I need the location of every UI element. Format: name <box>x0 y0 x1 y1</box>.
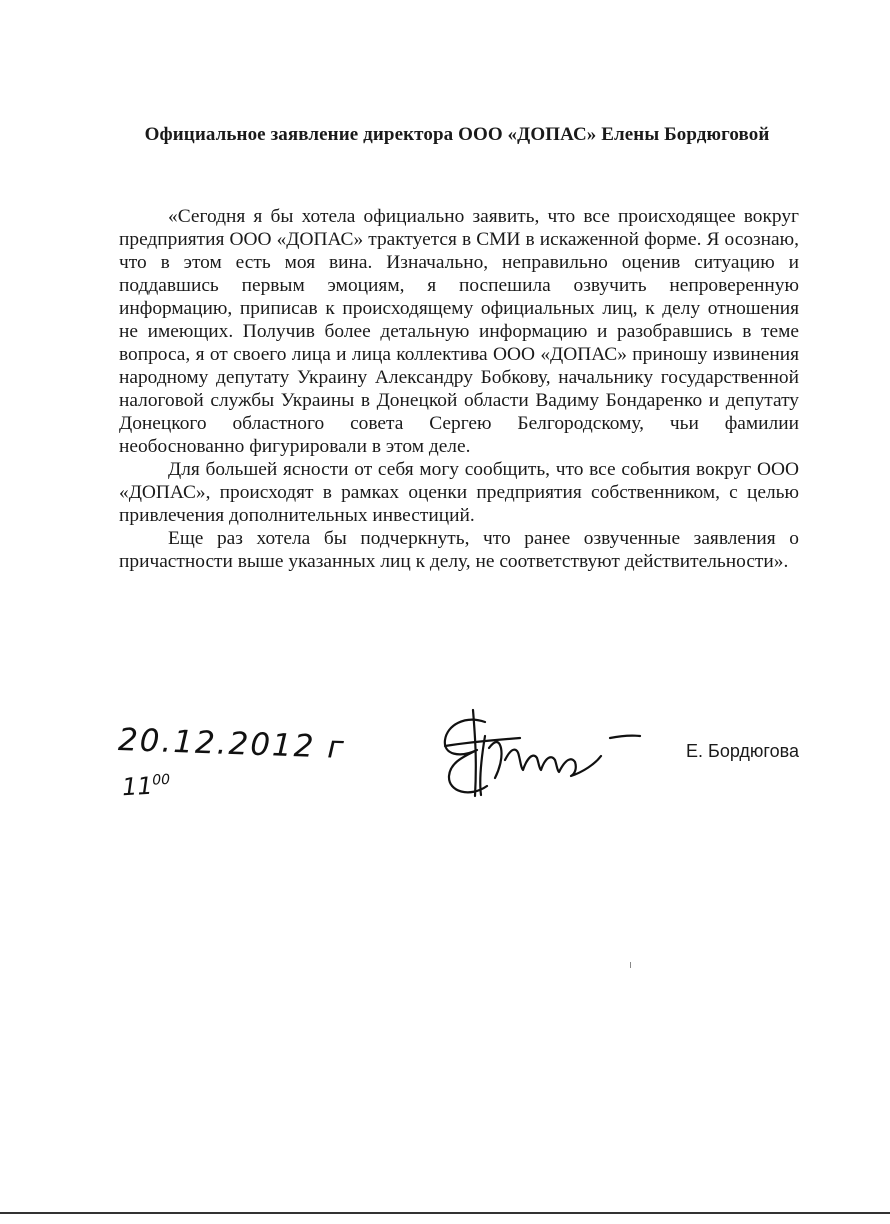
handwritten-time-hours: 11 <box>121 771 154 802</box>
signer-name: Е. Бордюгова <box>686 741 799 761</box>
handwritten-date: 20.12.2012 г <box>117 722 347 766</box>
handwritten-time-minutes: 00 <box>151 771 171 789</box>
statement-paragraph: Еще раз хотела бы подчеркнуть, что ранее озвученные заявления о причастности выше указанных лиц к делу, не соответствуют действительности». <box>119 528 799 572</box>
statement-body <box>119 205 799 573</box>
statement-paragraph: Для большей ясности от себя могу сообщить, что все события вокруг ООО «ДОПАС», происходят в рамках оценки предприятия собственником, с целью привлечения дополнительных инвестиций. <box>119 459 799 526</box>
statement-paragraph: «Сегодня я бы хотела официально заявить, что все происходящее вокруг предприятия ООО «ДОПАС» трактуется в СМИ в искаженной форме. Я осознаю, что в этом есть моя вина. Изначально, неправильно оценив ситуацию и поддавшись первым эмоциям, я поспешила озвучить непроверенную информацию, приписав к происходящему официальных лиц, к делу отношения не имеющих. Получив более детальную информацию и разобравшись в теме вопроса, я от своего лица и лица коллектива ООО «ДОПАС» приношу извинения народному депутату Украину Александру Бобкову, начальнику государственной налоговой службы Украины в Донецкой области Вадиму Бондаренко и депутату Донецкого областного совета Сергею Белгородскому, чьи фамилии необоснованно фигурировали в этом деле. <box>119 206 799 457</box>
signature-icon <box>425 700 650 805</box>
scan-edge-line <box>0 1212 890 1214</box>
scan-mark <box>630 962 631 968</box>
handwritten-time <box>121 771 171 801</box>
document-title: Официальное заявление директора ООО «ДОПАС» Елены Бордюговой <box>144 124 770 145</box>
